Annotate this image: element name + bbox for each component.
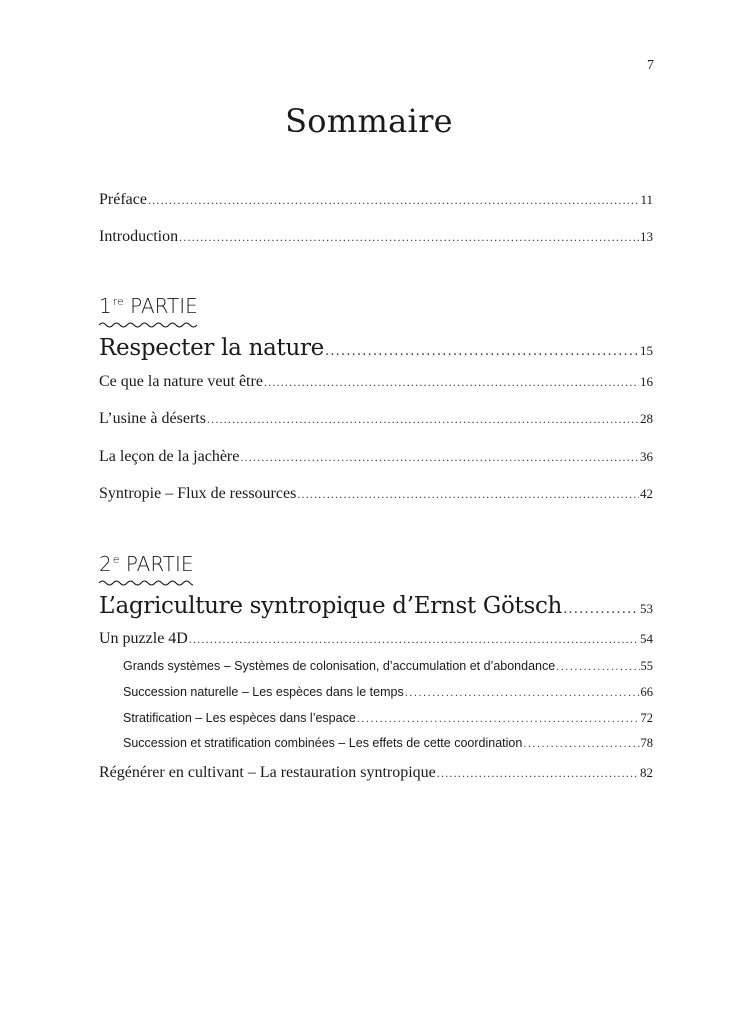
part-2-heading <box>99 552 194 576</box>
part-number-suffix: e <box>112 553 120 567</box>
toc-entry[interactable] <box>99 764 653 782</box>
dot-leader <box>189 632 639 647</box>
toc-entry[interactable] <box>99 373 653 391</box>
part-number: 1 <box>99 294 112 318</box>
wave-ornament <box>99 321 197 329</box>
toc-entry-preface[interactable] <box>99 191 653 209</box>
part-label: PARTIE <box>125 552 194 576</box>
page-number: 7 <box>647 58 654 73</box>
toc-entry-page: 82 <box>640 765 653 780</box>
toc-subentry[interactable] <box>123 736 653 751</box>
dot-leader <box>437 766 639 781</box>
toc-entry-label: Respecter la nature <box>99 335 324 361</box>
part-1-heading <box>99 294 198 318</box>
page-title: Sommaire <box>285 102 453 140</box>
dot-leader <box>264 375 639 390</box>
toc-entry[interactable] <box>99 630 653 648</box>
toc-entry-label: Succession et stratification combinées – Les effets de cette coordination <box>123 736 523 750</box>
toc-entry-label: Ce que la nature veut être <box>99 373 263 390</box>
toc-part-2-title[interactable] <box>99 593 653 619</box>
toc-entry-page: 66 <box>640 685 653 699</box>
toc-entry-page: 72 <box>640 711 653 725</box>
toc-entry-label: Grands systèmes – Systèmes de colonisation, d’accumulation et d’abondance <box>123 659 556 673</box>
toc-entry-introduction[interactable] <box>99 228 653 246</box>
toc-subentry[interactable] <box>123 659 653 674</box>
toc-entry-page: 55 <box>640 659 653 673</box>
dot-leader <box>357 713 640 725</box>
toc-entry-label: Préface <box>99 191 147 208</box>
wave-ornament <box>99 579 193 587</box>
toc-entry-page: 53 <box>640 601 653 616</box>
dot-leader <box>297 487 639 502</box>
dot-leader <box>523 738 639 750</box>
dot-leader <box>179 230 639 245</box>
toc-entry-page: 13 <box>640 229 653 244</box>
toc-entry-page: 54 <box>640 631 653 646</box>
toc-entry-page: 28 <box>640 411 653 426</box>
part-number: 2 <box>99 552 112 576</box>
toc-entry-label: La leçon de la jachère <box>99 448 240 465</box>
toc-entry[interactable] <box>99 410 653 428</box>
dot-leader <box>405 687 640 699</box>
toc-entry-page: 11 <box>640 192 653 207</box>
toc-entry-label: Régénérer en cultivant – La restauration syntropique <box>99 764 436 781</box>
toc-subentry[interactable] <box>123 685 653 700</box>
toc-entry-label: Syntropie – Flux de ressources <box>99 485 297 502</box>
toc-entry[interactable] <box>99 448 653 466</box>
toc-entry-label: L’agriculture syntropique d’Ernst Götsch <box>99 593 563 619</box>
toc-entry-page: 78 <box>640 736 653 750</box>
dot-leader <box>240 450 639 465</box>
dot-leader <box>325 344 639 359</box>
toc-entry-label: Succession naturelle – Les espèces dans le temps <box>123 685 404 699</box>
toc-entry-page: 16 <box>640 374 653 389</box>
dot-leader <box>148 193 640 208</box>
part-number-suffix: re <box>112 295 124 309</box>
toc-subentry[interactable] <box>123 711 653 726</box>
dot-leader <box>556 661 639 673</box>
toc-entry-page: 36 <box>640 449 653 464</box>
toc-part-1-title[interactable] <box>99 335 653 361</box>
toc-entry-label: Un puzzle 4D <box>99 630 188 647</box>
dot-leader <box>207 412 639 427</box>
dot-leader <box>563 602 639 617</box>
toc-entry-label: Stratification – Les espèces dans l’espace <box>123 711 356 725</box>
part-label: PARTIE <box>130 294 198 318</box>
toc-entry[interactable] <box>99 485 653 503</box>
toc-entry-label: L’usine à déserts <box>99 410 206 427</box>
toc-entry-page: 15 <box>640 343 653 358</box>
toc-entry-page: 42 <box>640 486 653 501</box>
toc-entry-label: Introduction <box>99 228 179 245</box>
